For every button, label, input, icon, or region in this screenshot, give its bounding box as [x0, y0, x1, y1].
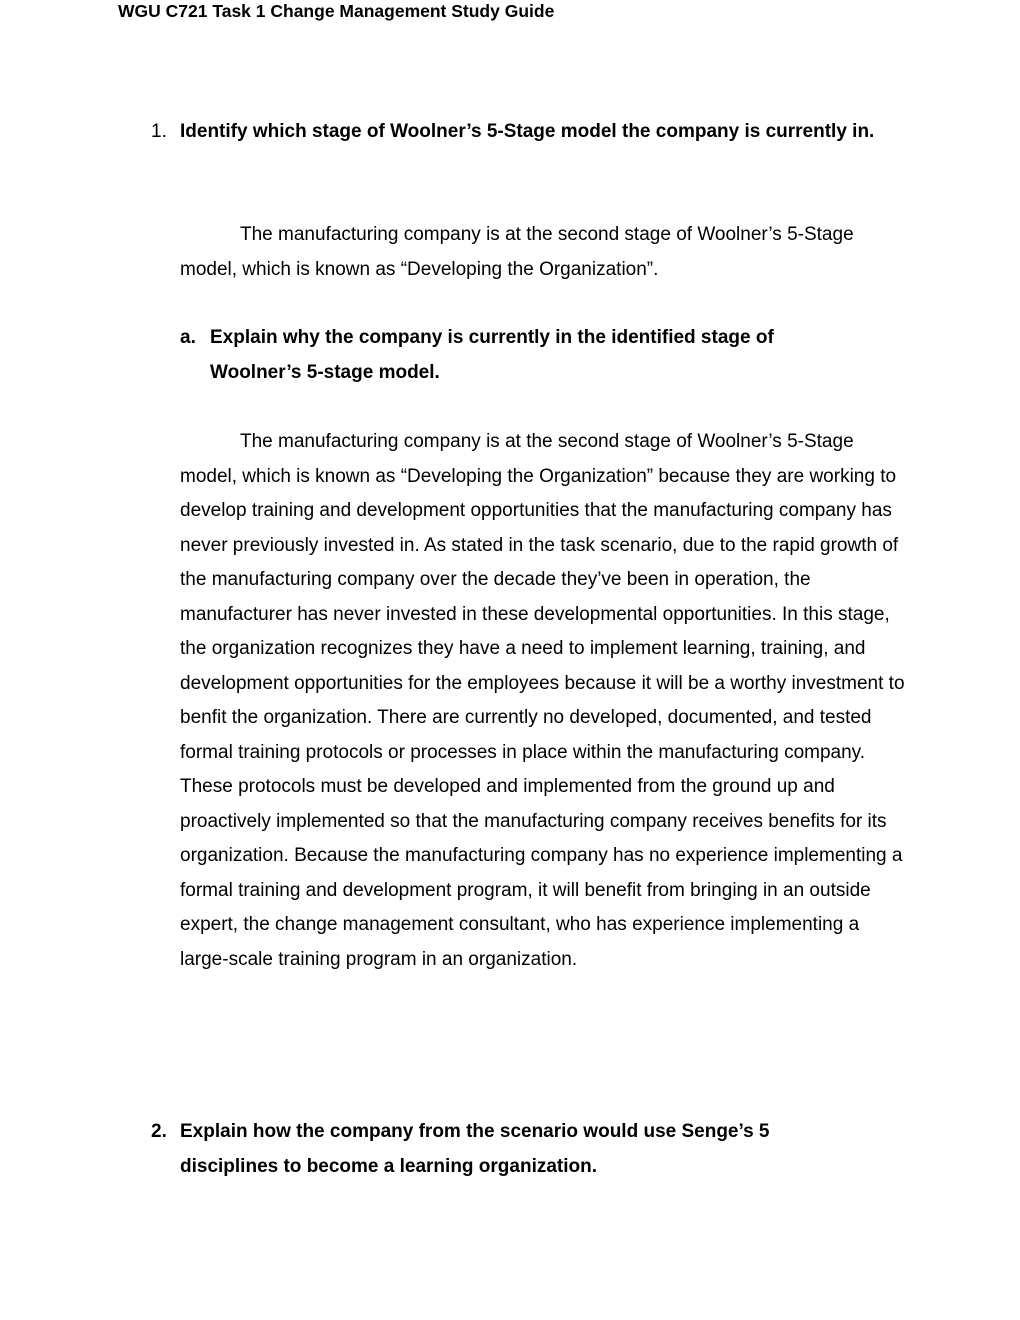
- question-2-number: 2.: [151, 1121, 167, 1142]
- question-1-number: 1.: [151, 121, 167, 142]
- question-1a-answer: The manufacturing company is at the second stage of Woolner’s 5-Stage model, which is known as “Developing the Organization” because they are working to develop training and development opportunities that the manufacturing company has never previously invested in. As stated in the task scenario, due to the rapid growth of the manufacturing company over the decade they’ve been in operation, the manufacturer has never invested in these developmental opportunities. In this stage, the organization recognizes they have a need to implement learning, training, and development opportunities for the employees because it will be a worthy investment to benfit the organization. There are currently no developed, documented, and tested formal training protocols or processes in place within the manufacturing company. These protocols must be developed and implemented from the ground up and proactively implemented so that the manufacturing company receives benefits for its organization. Because the manufacturing company has no experience implementing a formal training and development program, it will benefit from bringing in an outside expert, the change management consultant, who has experience implementing a large-scale training program in an organization.: [180, 431, 905, 970]
- question-1a-heading: Explain why the company is currently in the identified stage of Woolner’s 5-stage model.: [210, 327, 774, 383]
- question-1-answer: The manufacturing company is at the second stage of Woolner’s 5-Stage model, which is known as “Developing the Organization”.: [180, 224, 854, 280]
- question-2-heading: Explain how the company from the scenario would use Senge’s 5 disciplines to become a learning organization.: [180, 1121, 770, 1177]
- question-1a-letter: a.: [180, 327, 196, 348]
- document-header: WGU C721 Task 1 Change Management Study Guide: [118, 1, 555, 21]
- question-1-heading: Identify which stage of Woolner’s 5-Stage model the company is currently in.: [180, 121, 875, 142]
